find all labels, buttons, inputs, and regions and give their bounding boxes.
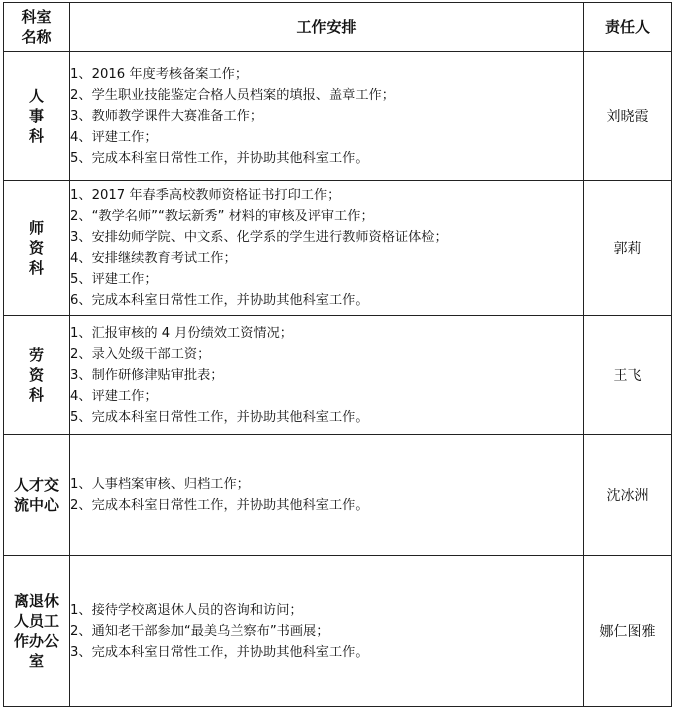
tasks-cell <box>70 52 584 181</box>
owner-cell: 郭莉 <box>584 181 672 316</box>
tasks-cell <box>70 181 584 316</box>
dept-name: 离退休人员工作办公室 <box>13 592 59 670</box>
dept-cell <box>4 181 70 316</box>
task-item: 3、安排幼师学院、中文系、化学系的学生进行教师资格证体检； <box>70 230 448 245</box>
dept-name: 师资科 <box>28 219 44 277</box>
owner-cell: 王飞 <box>584 316 672 435</box>
dept-cell <box>4 435 70 556</box>
table-row <box>4 181 672 316</box>
table-row <box>4 316 672 435</box>
dept-cell <box>4 52 70 181</box>
header-owner: 责任人 <box>584 3 672 52</box>
task-item: 3、制作研修津贴审批表； <box>70 367 224 383</box>
task-item: 1、接待学校离退休人员的咨询和访问； <box>70 602 303 618</box>
dept-cell <box>4 556 70 707</box>
task-item: 2、通知老干部参加“最美乌兰察布”书画展； <box>70 623 330 639</box>
tasks-cell <box>70 316 584 435</box>
task-item: 2、完成本科室日常性工作，并协助其他科室工作。 <box>70 498 369 513</box>
owner-cell: 沈冰洲 <box>584 435 672 556</box>
header-tasks: 工作安排 <box>70 3 584 52</box>
dept-name: 人事科 <box>28 87 44 145</box>
header-dept-label: 科室名称 <box>21 8 52 46</box>
task-item: 3、教师教学课件大赛准备工作； <box>70 108 264 124</box>
owner-cell: 娜仁图雅 <box>584 556 672 707</box>
task-item: 4、评建工作； <box>70 388 158 404</box>
table-row <box>4 435 672 556</box>
work-schedule-table <box>3 2 672 707</box>
owner-cell: 刘晓霞 <box>584 52 672 181</box>
task-item: 4、评建工作； <box>70 129 158 145</box>
task-item: 1、2017 年春季高校教师资格证书打印工作； <box>70 188 341 203</box>
task-item: 1、汇报审核的 4 月份绩效工资情况； <box>70 325 293 341</box>
table-row <box>4 52 672 181</box>
tasks-cell <box>70 556 584 707</box>
task-item: 5、完成本科室日常性工作，并协助其他科室工作。 <box>70 409 369 425</box>
task-item: 2、“教学名师”“教坛新秀” 材料的审核及评审工作； <box>70 209 374 224</box>
dept-cell <box>4 316 70 435</box>
task-item: 4、安排继续教育考试工作； <box>70 251 237 266</box>
dept-name: 人才交流中心 <box>13 476 59 514</box>
table-row <box>4 556 672 707</box>
task-item: 2、录入处级干部工资； <box>70 346 211 362</box>
header-dept <box>4 3 70 52</box>
dept-name: 劳资科 <box>28 346 44 404</box>
task-item: 6、完成本科室日常性工作，并协助其他科室工作。 <box>70 293 369 308</box>
task-item: 5、评建工作； <box>70 272 158 287</box>
task-item: 3、完成本科室日常性工作，并协助其他科室工作。 <box>70 644 369 660</box>
task-item: 1、人事档案审核、归档工作； <box>70 477 250 492</box>
header-row <box>4 3 672 52</box>
tasks-cell <box>70 435 584 556</box>
task-item: 1、2016 年度考核备案工作； <box>70 66 249 82</box>
task-item: 2、学生职业技能鉴定合格人员档案的填报、盖章工作； <box>70 87 395 103</box>
task-item: 5、完成本科室日常性工作，并协助其他科室工作。 <box>70 150 369 166</box>
